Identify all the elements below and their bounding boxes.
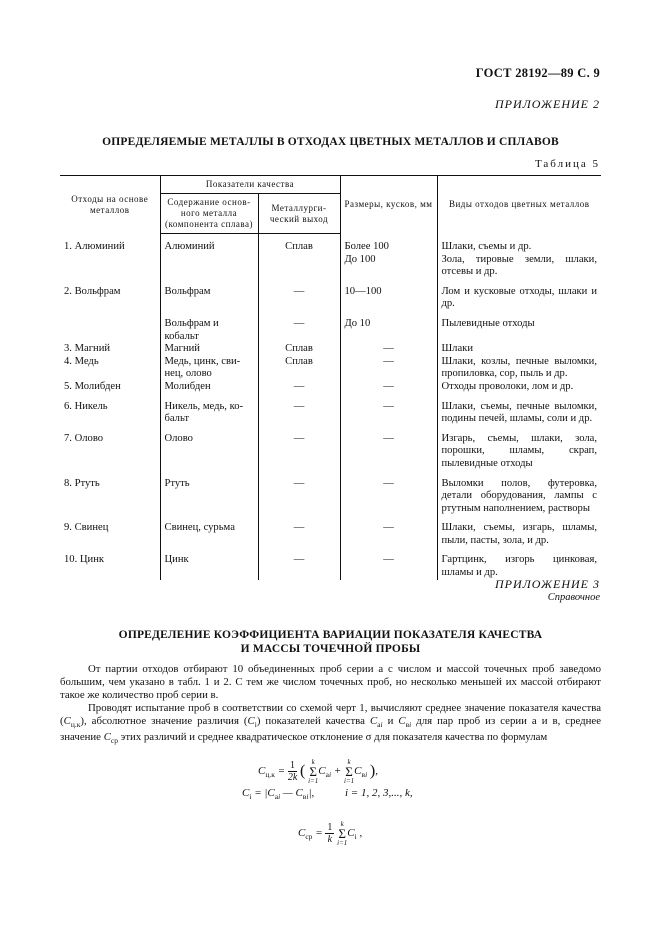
table-row <box>60 279 601 311</box>
table-cell-c5: Лом и кусковые отходы, шлаки и др. <box>437 279 601 311</box>
table-cell-c4: — <box>340 381 437 394</box>
table-row <box>60 343 601 356</box>
formula-mean-quality: $C_{ц.к}$ = $\frac{1}{2k}$ ( k Σ i=1 $C_{ai}$ + k Σ i=1 $C_{вi}$ ), <box>258 758 378 785</box>
paragraph-2: Проводят испытание проб в соответствии со схемой черт 1, вычисляют среднее значение показателя качества $(C_{ц.к})$, абсолютное значение различия $(C_i)$ показателей качества $C_{ai}$ и $C_{вi}$ для пар проб из серии а и в, среднее значение $C_{ср}$ этих различий и среднее квадратическое отклонение σ для показателя качества по формулам <box>60 702 602 746</box>
table-cell-c5: Выломки полов, футеровка, детали оборудования, лампы с ртутным наполнением, растворы <box>437 471 601 516</box>
table-cell-c5: Гартцинк, изгорь цинковая, шламы и др. <box>437 547 601 579</box>
table-cell-c2: Вольфрам и кобальт <box>160 311 258 343</box>
header-waste-base: Отходы на основе металлов <box>60 176 160 234</box>
table-cell-c3: — <box>258 381 340 394</box>
table-cell-c3: Сплав <box>258 356 340 381</box>
table-row <box>60 311 601 343</box>
table-cell-c3: — <box>258 426 340 471</box>
table-cell-c4: — <box>340 394 437 426</box>
table-cell-c5: Шлаки, съемы и др. <box>437 234 601 254</box>
table-cell-c3: — <box>258 311 340 343</box>
table-cell-c2: Молибден <box>160 381 258 394</box>
table-cell-c1 <box>60 311 160 343</box>
appendix-2-label: ПРИЛОЖЕНИЕ 2 <box>495 97 600 111</box>
table-cell-c4: — <box>340 356 437 381</box>
table-cell-c4: — <box>340 471 437 516</box>
table-cell-c4: 10—100 <box>340 279 437 311</box>
appendix-2-title: ОПРЕДЕЛЯЕМЫЕ МЕТАЛЛЫ В ОТХОДАХ ЦВЕТНЫХ МЕТАЛЛОВ И СПЛАВОВ <box>102 136 559 148</box>
table-row <box>60 426 601 471</box>
formula-difference: $C_i = |C_{ai}$ — $C_{вi}|$, i = 1, 2, 3,..., k, <box>242 787 413 802</box>
appendix-3-note: Справочное <box>547 592 600 603</box>
table-cell-c1: 8. Ртуть <box>64 477 100 489</box>
table-cell-c2: Медь, цинк, сви-нец, олово <box>160 356 258 381</box>
appendix-3-title <box>60 628 601 656</box>
table-cell-c2: Магний <box>160 343 258 356</box>
table-cell-c3: — <box>258 279 340 311</box>
header-sizes: Размеры, кусков, мм <box>340 176 437 234</box>
page-header: ГОСТ 28192—89 С. 9 <box>475 66 600 80</box>
table-cell-c3: — <box>258 471 340 516</box>
table-cell-c5: Отходы проволоки, лом и др. <box>437 381 601 394</box>
table-row <box>60 471 601 516</box>
metals-table <box>60 175 601 580</box>
table-cell-c3 <box>258 254 340 279</box>
table-cell-c1: 10. Цинк <box>64 554 105 566</box>
header-metallurgical-yield: Металлурги-ческий выход <box>258 194 340 234</box>
header-quality-group: Показатели качества <box>160 176 340 194</box>
table-cell-c3: Сплав <box>258 234 340 254</box>
appendix-3-title-line2: И МАССЫ ТОЧЕЧНОЙ ПРОБЫ <box>240 643 421 655</box>
table-cell-c1: 7. Олово <box>64 432 104 444</box>
table-cell-c2: Олово <box>160 426 258 471</box>
table-cell-c3: Сплав <box>258 343 340 356</box>
table-cell-c1: 9. Свинец <box>64 522 109 534</box>
table-row <box>60 381 601 394</box>
table-cell-c4: — <box>340 426 437 471</box>
table-cell-c1: 3. Магний <box>64 343 111 355</box>
table-cell-c5: Шлаки <box>437 343 601 356</box>
table-cell-c2: Никель, медь, ко-бальт <box>160 394 258 426</box>
header-main-metal: Содержание основ-ного металла (компонента сплава) <box>160 194 258 234</box>
table-cell-c2: Ртуть <box>160 471 258 516</box>
table-cell-c1: 4. Медь <box>64 355 99 367</box>
table-cell-c2: Алюминий <box>160 234 258 254</box>
table-cell-c1: 1. Алюминий <box>64 240 125 252</box>
table-cell-c4: — <box>340 515 437 547</box>
table-cell-c3: — <box>258 394 340 426</box>
table-cell-c4: Более 100 <box>340 234 437 254</box>
table-cell-c1: 6. Никель <box>64 400 108 412</box>
header-waste-types: Виды отходов цветных металлов <box>437 176 601 234</box>
table-cell-c3: — <box>258 515 340 547</box>
formula-mean-difference: $C_{ср}$ = $\frac{1}{k}$ k Σ i=1 $C_i$ , <box>298 820 363 847</box>
table-cell-c2: Свинец, сурьма <box>160 515 258 547</box>
appendix-3-title-line1: ОПРЕДЕЛЕНИЕ КОЭФФИЦИЕНТА ВАРИАЦИИ ПОКАЗАТЕЛЯ КАЧЕСТВА <box>118 629 543 641</box>
table-cell-c5: Шлаки, съемы, печные выломки, подины печей, шламы, соли и др. <box>437 394 601 426</box>
table-number: Таблица 5 <box>534 158 600 170</box>
table-cell-c4: До 100 <box>340 254 437 279</box>
table-row <box>60 254 601 279</box>
table-cell-c5: Пылевидные отходы <box>437 311 601 343</box>
table-cell-c4: До 10 <box>340 311 437 343</box>
table-cell-c3: — <box>258 547 340 579</box>
table-cell-c4: — <box>340 343 437 356</box>
table-cell-c1 <box>60 254 160 279</box>
table-cell-c2 <box>160 254 258 279</box>
table-row <box>60 234 601 254</box>
table-row <box>60 394 601 426</box>
table-cell-c1: 5. Молибден <box>64 380 121 392</box>
table-cell-c4: — <box>340 547 437 579</box>
table-row <box>60 356 601 381</box>
table-cell-c5: Шлаки, козлы, печные выломки, пропиловка, сор, пыль и др. <box>437 356 601 381</box>
table-row <box>60 547 601 579</box>
table-cell-c5: Зола, тировые земли, шлаки, отсевы и др. <box>437 254 601 279</box>
table-cell-c5: Шлаки, съемы, изгарь, шламы, пыли, пасты, зола, и др. <box>437 515 601 547</box>
appendix-3-label: ПРИЛОЖЕНИЕ 3 <box>495 577 600 591</box>
table-body <box>60 234 601 580</box>
table-cell-c1: 2. Вольфрам <box>64 285 121 297</box>
table-row <box>60 515 601 547</box>
table-cell-c2: Вольфрам <box>160 279 258 311</box>
paragraph-1: От партии отходов отбирают 10 объединенных проб серии а с числом и массой точечных проб заведомо большим, чем указано в табл. 1 и 2. С тем же числом точечных проб, но несколько меньшей их массой отбирают такое же количество проб серии в. <box>60 663 601 701</box>
table-cell-c5: Изгарь, съемы, шлаки, зола, порошки, шламы, скрап, пылевидные отходы <box>437 426 601 471</box>
table-cell-c2: Цинк <box>160 547 258 579</box>
